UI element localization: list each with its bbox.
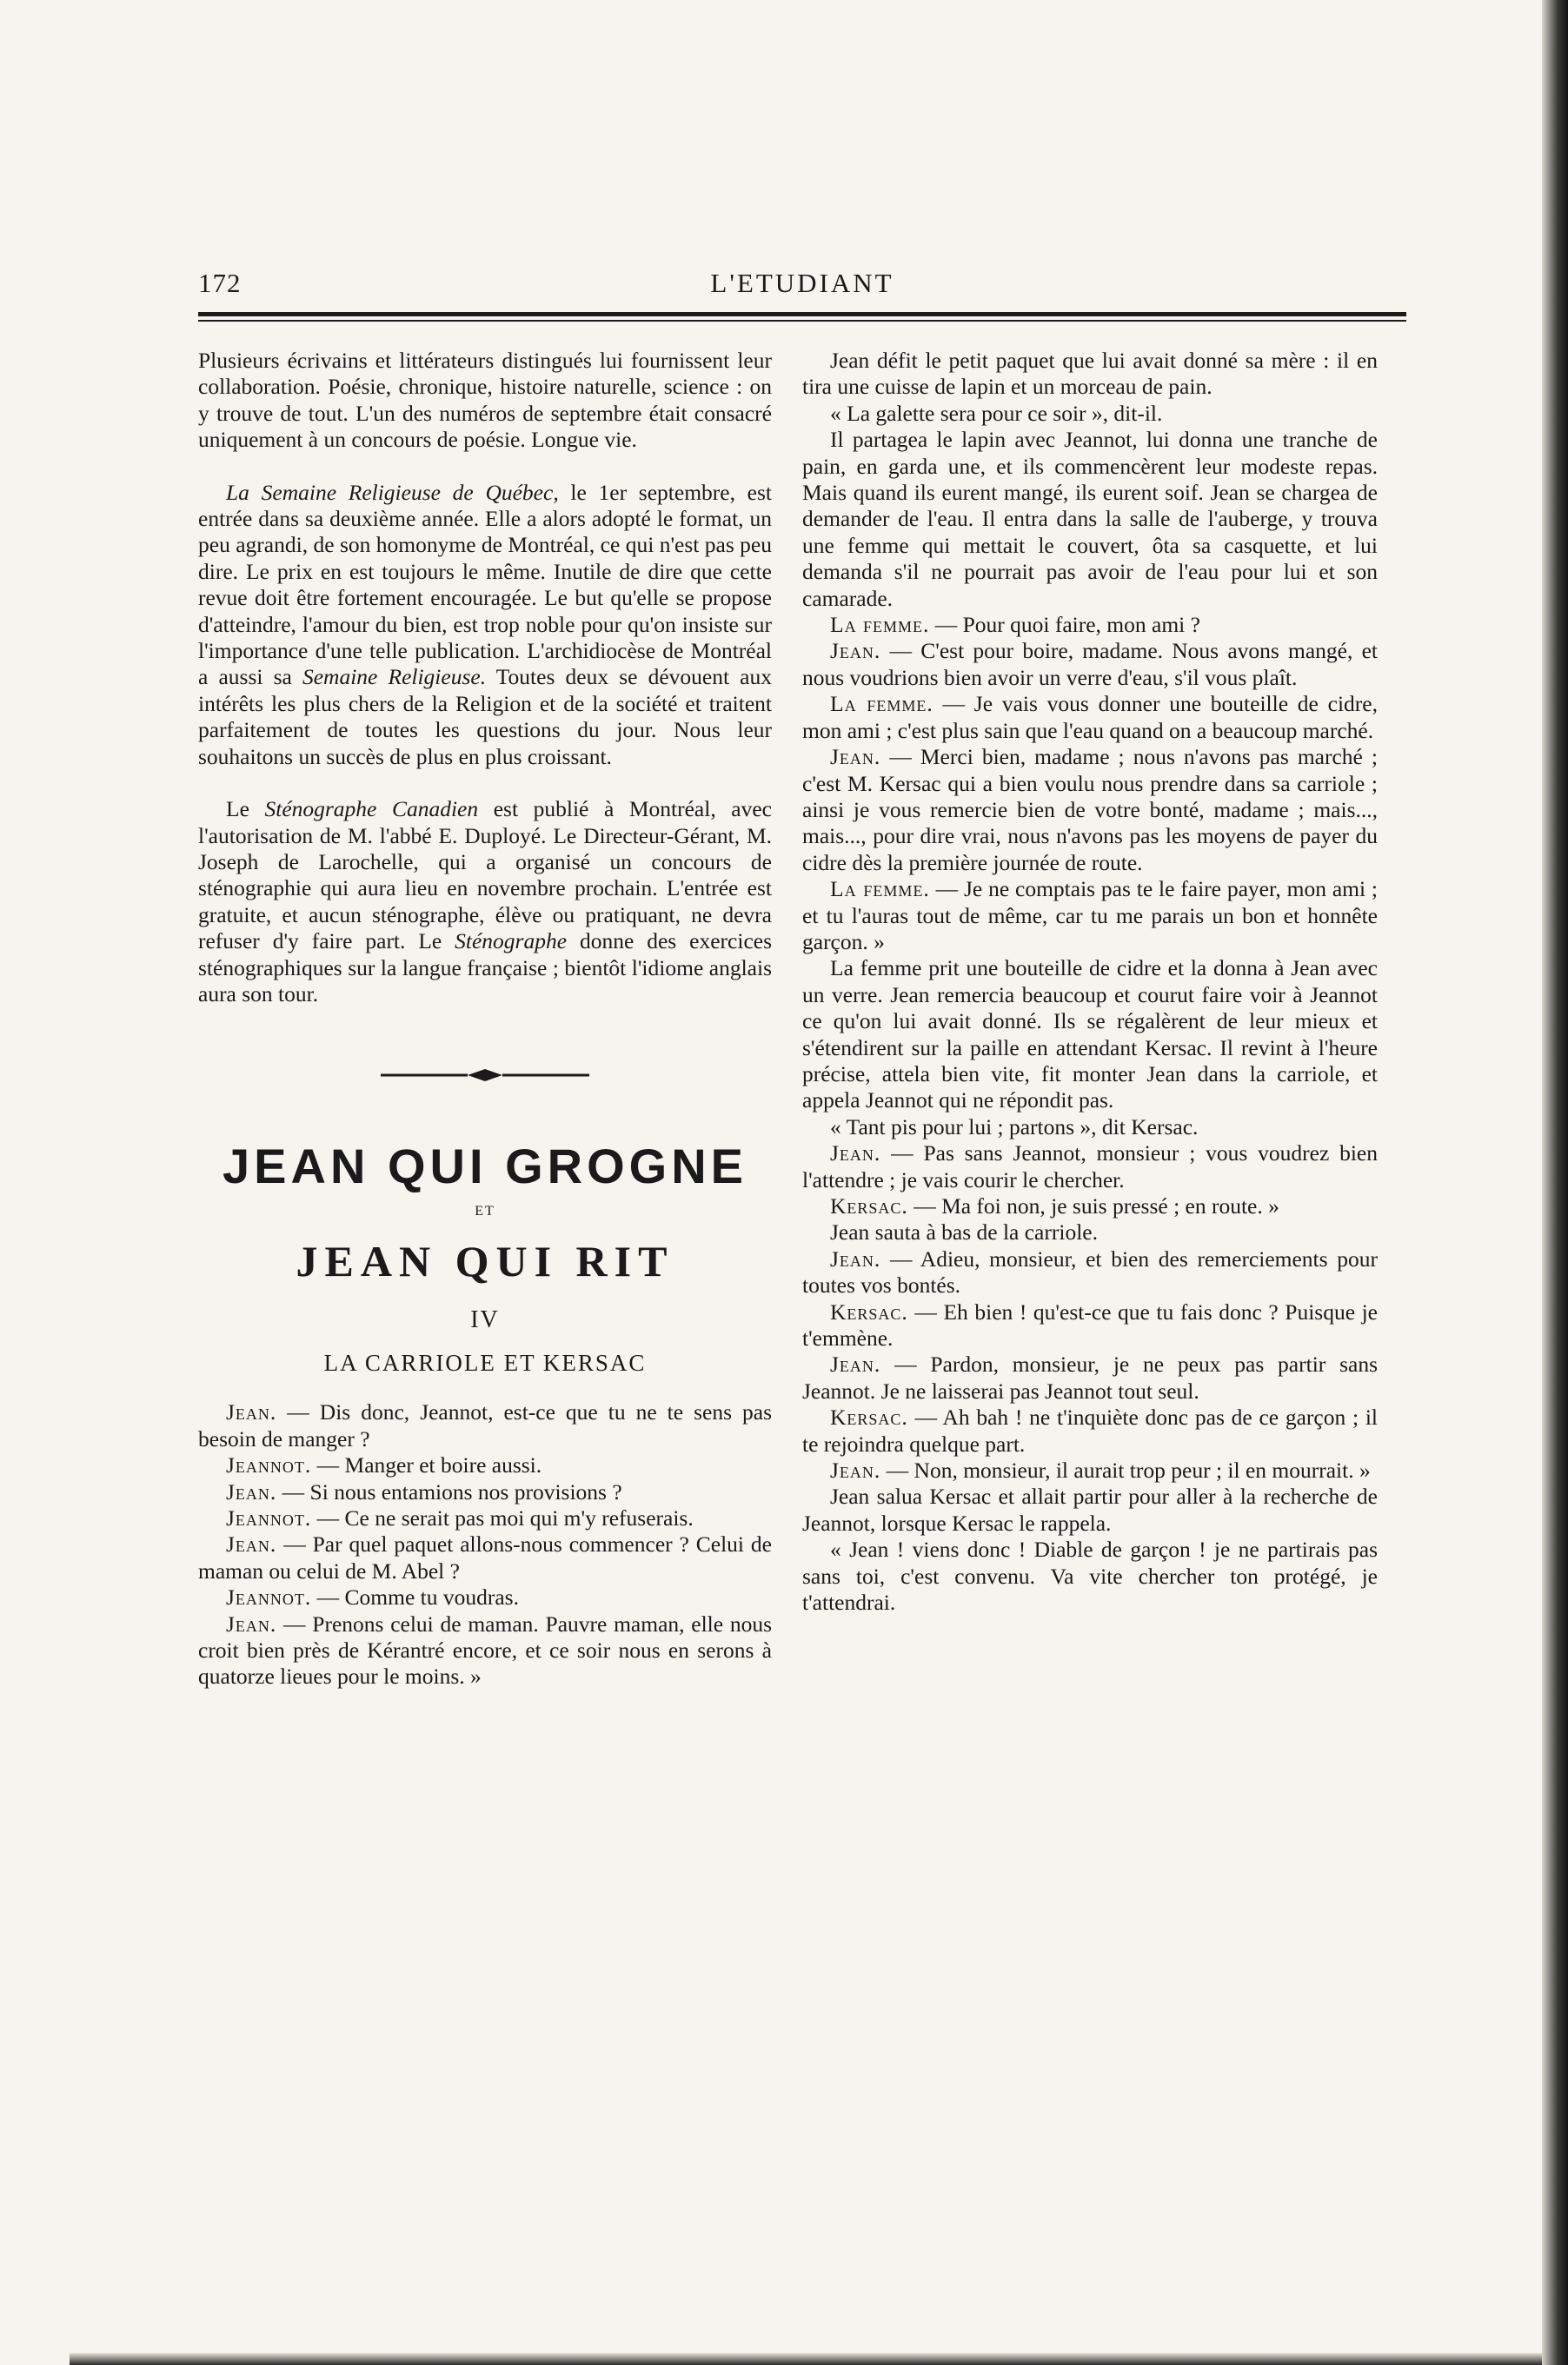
speaker-name: Jeannot. (226, 1584, 312, 1611)
speaker-name: La femme. (830, 612, 930, 638)
story-paragraph (802, 691, 1378, 744)
dialogue-text: Jean salua Kersac et allait partir pour aller à la recherche de Jeannot, lorsque Kersac le rappela. (802, 1484, 1378, 1536)
dialogue-text: Jean défit le petit paquet que lui avait donné sa mère : il en tira une cuisse de lapin et un morceau de pain. (802, 348, 1378, 400)
story-paragraph (198, 1531, 772, 1584)
dialogue-text: — Manger et boire aussi. (311, 1452, 542, 1478)
speaker-name: Jean. (226, 1611, 277, 1637)
speaker-name: Jean. (226, 1531, 277, 1558)
story-paragraph (802, 401, 1378, 427)
page-number: 172 (198, 268, 242, 298)
dialogue-text: — Comme tu voudras. (311, 1584, 519, 1611)
publication-name: Sténographe (455, 928, 568, 954)
speaker-name: Jean. (830, 1458, 881, 1484)
story-paragraph (802, 348, 1378, 401)
dialogue-text: Jean sauta à bas de la carriole. (830, 1219, 1098, 1246)
story-paragraph (802, 638, 1378, 691)
publication-name: La Semaine Religieuse de Québec, (226, 479, 559, 505)
story-paragraph (802, 1219, 1378, 1246)
dialogue-text: — Pour quoi faire, mon ami ? (929, 612, 1200, 638)
dialogue-text: — Prenons celui de maman. Pauvre maman, elle nous croit bien près de Kérantré encore, et ce soir nous en serons à quatorze lieues pour le moins. » (198, 1611, 772, 1690)
speaker-name: Kersac. (830, 1193, 908, 1219)
story-paragraph (802, 612, 1378, 638)
page-header (198, 261, 1406, 304)
dialogue-text: — Ce ne serait pas moi qui m'y refuserais. (311, 1505, 694, 1531)
story-paragraph (198, 1611, 772, 1691)
story-paragraph (198, 1452, 772, 1478)
section-divider-ornament (198, 1066, 772, 1084)
dialogue-text: Il partagea le lapin avec Jeannot, lui donna une tranche de pain, en garda une, et ils commencèrent leur modeste repas. Mais quand ils eurent mangé, ils eurent soif. Jean se chargea de demander de l'eau. Il entra dans la salle de l'auberge, y trouva une femme qui mettait le couvert, ôta sa casquette, et lui demanda s'il ne pourrait pas avoir de l'eau pour lui et son camarade. (802, 427, 1378, 611)
story-paragraph (198, 1399, 772, 1452)
story-paragraph (802, 1193, 1378, 1219)
story-paragraph (802, 1299, 1378, 1352)
story-conjunction: ET (475, 1204, 495, 1219)
dialogue-text: — C'est pour boire, madame. Nous avons mangé, et nous voudrions bien avoir un verre d'eau, s'il vous plaît. (802, 638, 1378, 690)
story-title: JEAN QUI GROGNE (223, 1139, 747, 1194)
speaker-name: Jeannot. (226, 1452, 312, 1478)
speaker-name: Jean. (226, 1399, 277, 1425)
article-paragraph: Le Sténographe Canadien est publié à Montréal, avec l'autorisation de M. l'abbé E. Duployé. Le Directeur-Gérant, M. Joseph de Larochelle, qui a organisé un concours de sténographie qui aura lieu en novembre prochain. L'entrée est gratuite, et aucun sténographe, élève ou pratiquant, ne devra refuser d'y faire part. Le Sténographe donne des exercices sténographiques sur la langue française ; bientôt l'idiome anglais aura son tour. (198, 796, 773, 1006)
speaker-name: Jean. (830, 1140, 881, 1166)
story-paragraph (802, 1114, 1378, 1140)
article-paragraph: Plusieurs écrivains et littérateurs distingués lui fournissent leur collaboration. Poésie, chronique, histoire naturelle, science : on y trouve de tout. L'un des numéros de septembre était consacré uniquement à un concours de poésie. Longue vie. (198, 348, 772, 453)
story-paragraph (802, 955, 1378, 1113)
publication-name: Semaine Religieuse. (302, 664, 487, 690)
right-column (802, 348, 1378, 2051)
story-paragraph (802, 1537, 1378, 1616)
dialogue-text: La femme prit une bouteille de cidre et la donna à Jean avec un verre. Jean remercia beaucoup et courut faire voir à Jeannot ce qu'on lui avait donné. Ils se régalèrent de leur mieux et s'étendirent sur la paille en attendant Kersac. Il revint à l'heure précise, attela bien vite, fit monter Jean dans la carriole, et appela Jeannot qui ne répondit pas. (802, 955, 1378, 1113)
story-paragraph (802, 1484, 1378, 1537)
publication-name: Sténographe Canadien (264, 796, 479, 822)
dialogue-text: — Adieu, monsieur, et bien des remerciements pour toutes vos bontés. (802, 1246, 1378, 1299)
dialogue-text: « La galette sera pour ce soir », dit-il. (830, 400, 1163, 426)
story-paragraph (802, 1352, 1378, 1405)
journal-title: L'ETUDIANT (710, 268, 894, 298)
dialogue-text: « Tant pis pour lui ; partons », dit Kersac. (830, 1113, 1199, 1139)
dialogue-text: — Eh bien ! qu'est-ce que tu fais donc ? Puisque je t'emmène. (802, 1299, 1378, 1352)
dialogue-text: — Je vais vous donner une bouteille de cidre, mon ami ; c'est plus sain que l'eau quand on a beaucoup marché. (802, 691, 1378, 743)
speaker-name: Kersac. (830, 1299, 908, 1325)
story-paragraph (802, 427, 1378, 612)
page-edge-shadow (1542, 0, 1568, 2365)
dialogue-text: — Merci bien, madame ; nous n'avons pas marché ; c'est M. Kersac qui a bien voulu nous prendre dans sa carriole ; ainsi je vous remercie bien de votre bonté, madame ; mais..., mais..., pour dire vrai, nous n'avons pas les moyens de payer du cidre dès la première journée de route. (802, 744, 1378, 875)
dialogue-text: — Pas sans Jeannot, monsieur ; vous voudrez bien l'attendre ; je vais courir le chercher. (802, 1140, 1378, 1192)
story-paragraph (802, 1405, 1378, 1458)
dialogue-text: — Par quel paquet allons-nous commencer ? Celui de maman ou celui de M. Abel ? (198, 1531, 772, 1584)
page-edge-shadow (70, 2353, 1542, 2365)
story-paragraph (198, 1584, 772, 1611)
dialogue-text: — Pardon, monsieur, je ne peux pas partir sans Jeannot. Je ne laisserai pas Jeannot tout seul. (802, 1352, 1378, 1404)
speaker-name: Jeannot. (226, 1505, 312, 1531)
speaker-name: Jean. (830, 1246, 881, 1272)
dialogue-text: — Dis donc, Jeannot, est-ce que tu ne te sens pas besoin de manger ? (198, 1399, 772, 1452)
story-paragraph (198, 1505, 772, 1531)
dialogue-text: — Je ne comptais pas te le faire payer, mon ami ; et tu l'auras tout de même, car tu me parais un bon et honnête garçon. » (802, 876, 1378, 954)
chapter-title: LA CARRIOLE ET KERSAC (323, 1350, 647, 1377)
story-paragraph (198, 1479, 772, 1505)
speaker-name: Kersac. (830, 1405, 908, 1431)
dialogue-text: « Jean ! viens donc ! Diable de garçon ! je ne partirais pas sans toi, c'est convenu. Va vite chercher ton protégé, je t'attendrai. (802, 1537, 1378, 1616)
story-dialogue-left (198, 1399, 772, 1690)
story-paragraph (802, 1140, 1378, 1193)
speaker-name: La femme. (830, 876, 930, 902)
story-paragraph (802, 744, 1378, 876)
chapter-number: IV (470, 1306, 500, 1334)
header-rule-thin (198, 320, 1406, 322)
dialogue-text: — Si nous entamions nos provisions ? (276, 1478, 622, 1505)
header-rule (198, 312, 1406, 316)
dialogue-text: — Ma foi non, je suis pressé ; en route. » (907, 1193, 1279, 1219)
speaker-name: Jean. (226, 1478, 277, 1505)
article-paragraph: La Semaine Religieuse de Québec, le 1er septembre, est entrée dans sa deuxième année. Elle a alors adopté le format, un peu agrandi, de son homonyme de Montréal, ce qui n'est pas peu dire. Le prix en est toujours le même. Inutile de dire que cette revue doit être fortement encouragée. Le but qu'elle se propose d'atteindre, l'amour du bien, est trop noble pour qu'on insiste sur l'importance d'une telle publication. L'archidiocèse de Montréal a aussi sa Semaine Religieuse. Toutes deux se dévouent aux intérêts les plus chers de la Religion et de la société et traitent parfaitement de toutes les questions du jour. Nous leur souhaitons un succès de plus en plus croissant. (198, 479, 773, 769)
speaker-name: Jean. (830, 1352, 881, 1378)
speaker-name: Jean. (830, 638, 881, 664)
left-column (198, 348, 772, 2051)
speaker-name: La femme. (830, 691, 933, 717)
dialogue-text: — Non, monsieur, il aurait trop peur ; il en mourrait. » (880, 1458, 1371, 1484)
story-dialogue-right (802, 348, 1378, 1617)
story-paragraph (802, 1458, 1378, 1484)
story-paragraph (802, 1246, 1378, 1299)
dialogue-text: — Ah bah ! ne t'inquiète donc pas de ce garçon ; il te rejoindra quelque part. (802, 1405, 1378, 1457)
story-paragraph (802, 876, 1378, 955)
story-subtitle: JEAN QUI RIT (296, 1237, 674, 1286)
speaker-name: Jean. (830, 744, 881, 770)
